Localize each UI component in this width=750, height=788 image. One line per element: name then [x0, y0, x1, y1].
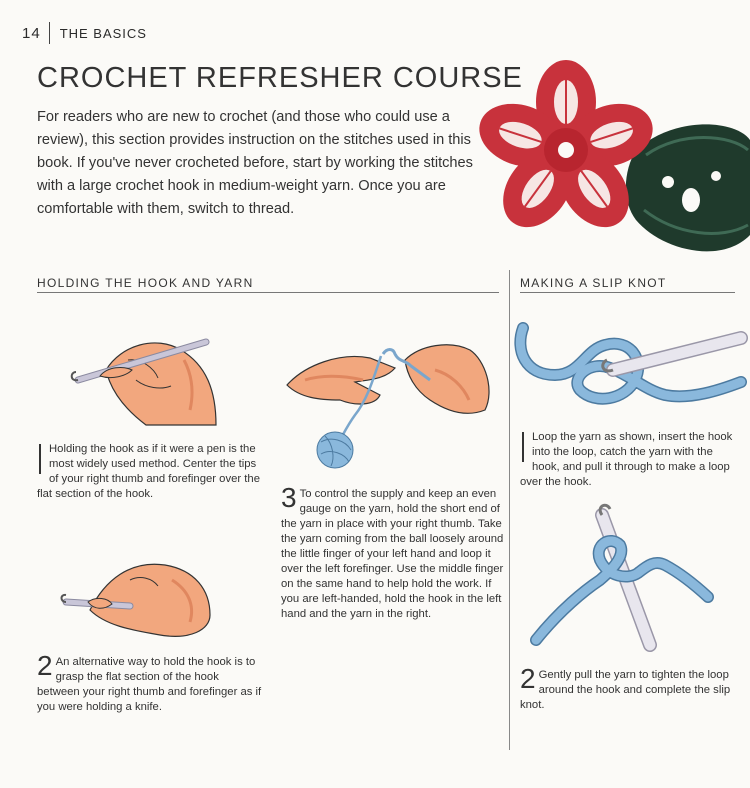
slip-knot-step-2-text: Gently pull the yarn to tighten the loop around the hook and complete the slip knot.	[520, 669, 731, 711]
slip-step-1-marker	[522, 432, 524, 462]
slip-knot-loop-illustration	[515, 320, 745, 425]
heading-slip-knot: MAKING A SLIP KNOT	[520, 276, 667, 290]
column-divider	[509, 270, 510, 750]
hook-step-3-text: To control the supply and keep an even gauge on the yarn, hold the short end of the yarn in place with your right thumb. Take the yarn coming from the ball loosely around the little finger of your left hand and loop it over the left forefinger. Use the middle finger on the same hand to help hold the work. If you are left-handed, hold the hook in the left hand and the yarn in the right.	[281, 488, 504, 620]
slip-knot-step-1-text: Loop the yarn as shown, insert the hook into the loop, catch the yarn with the hook, and pull it through to make a loop over the hook.	[520, 431, 733, 488]
hook-step-1	[37, 442, 262, 502]
hook-step-2-text: An alternative way to hold the hook is to grasp the flat section of the hook between your right thumb and forefinger as if you were holding a knife.	[37, 656, 262, 713]
step-1-marker	[39, 444, 41, 474]
slip-knot-step-2-number: 2	[520, 663, 536, 694]
running-head	[22, 22, 147, 44]
heading-holding-hook: HOLDING THE HOOK AND YARN	[37, 276, 254, 290]
crochet-flower-photo	[486, 60, 750, 260]
section-name: THE BASICS	[59, 25, 147, 41]
slip-knot-step-2	[520, 663, 738, 713]
pen-grip-illustration	[66, 330, 226, 430]
hook-step-2	[37, 650, 262, 715]
heading-rule-right	[520, 292, 735, 293]
yarn-hands-illustration	[285, 340, 500, 470]
heading-rule-left	[37, 292, 499, 293]
page-number: 14	[22, 24, 41, 42]
intro-paragraph: For readers who are new to crochet (and those who could use a review), this section provides instruction on the stitches used in this book. If you've never crocheted before, start by working the stitches with a large crochet hook in medium-weight yarn. Once you are comfortable with them, switch to thread.	[37, 109, 473, 217]
hook-step-3	[281, 482, 505, 622]
hook-step-1-text: Holding the hook as if it were a pen is the most widely used method. Center the tips of your right thumb and forefinger over the flat section of the hook.	[37, 443, 260, 500]
knife-grip-illustration	[60, 540, 220, 640]
hook-step-3-number: 3	[281, 482, 297, 513]
page-title: CROCHET REFRESHER COURSE	[37, 62, 523, 94]
running-head-divider	[49, 22, 50, 44]
hook-step-2-number: 2	[37, 650, 53, 681]
slip-knot-step-1	[520, 430, 738, 490]
slip-knot-tight-illustration	[530, 505, 710, 650]
